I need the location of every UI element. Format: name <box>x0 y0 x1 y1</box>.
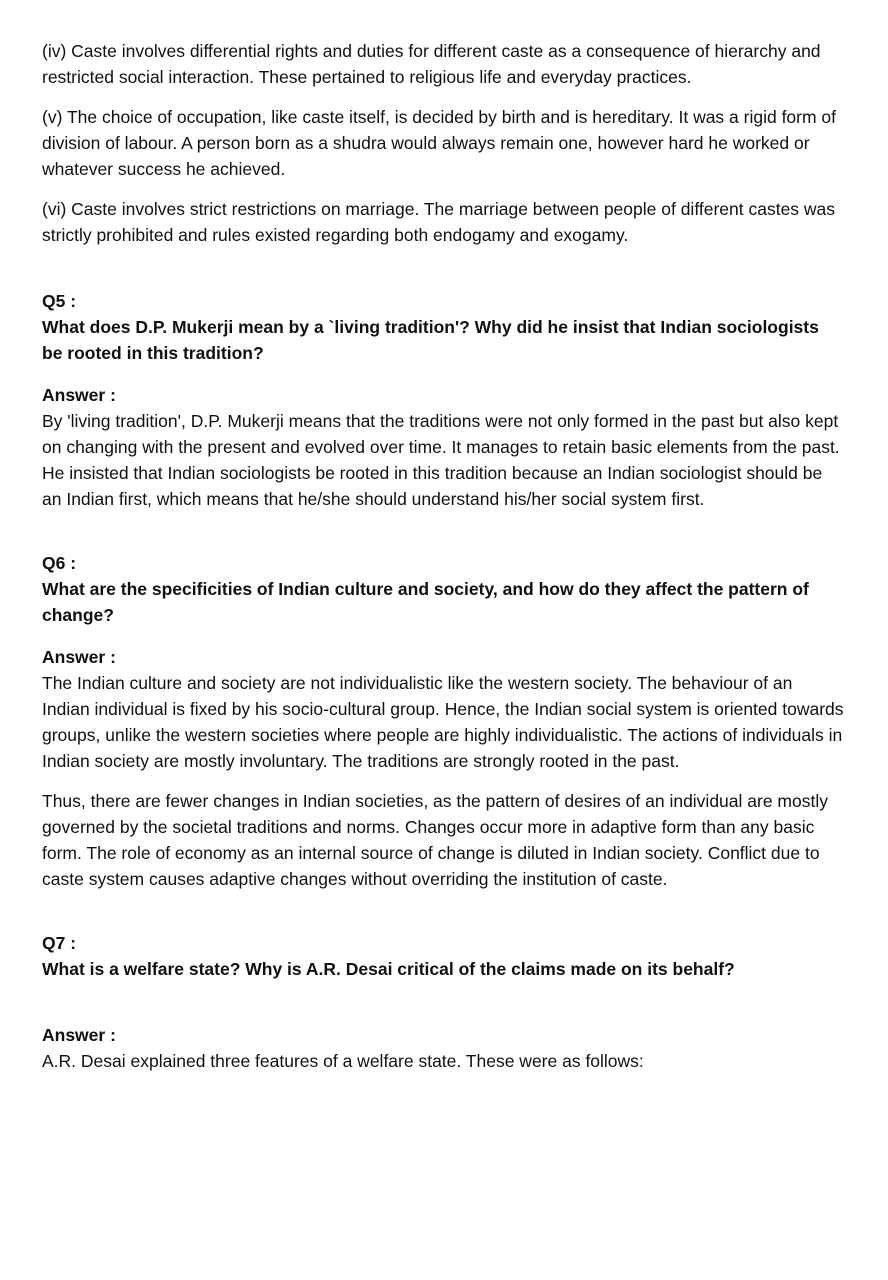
q5-question: What does D.P. Mukerji mean by a `living tradition'? Why did he insist that Indian sociologists be rooted in this tradition? <box>42 317 819 363</box>
q6-answer-paragraph-1: The Indian culture and society are not individualistic like the western society. The behaviour of an Indian individual is fixed by his socio-cultural group. Hence, the Indian social system is oriented towards groups, unlike the western societies where people are highly individualistic. The actions of individuals in Indian society are mostly involuntary. The traditions are strongly rooted in the past. <box>42 673 844 771</box>
q7-answer-label: Answer : <box>42 1025 116 1045</box>
question-7 <box>42 930 844 1074</box>
q6-answer-label: Answer : <box>42 647 116 667</box>
paragraph-v: (v) The choice of occupation, like caste itself, is decided by birth and is hereditary. It was a rigid form of division of labour. A person born as a shudra would always remain one, however hard he worked or whatever success he achieved. <box>42 107 837 179</box>
paragraph-iv: (iv) Caste involves differential rights and duties for different caste as a consequence of hierarchy and restricted social interaction. These pertained to religious life and everyday practices. <box>42 41 821 87</box>
q7-question: What is a welfare state? Why is A.R. Desai critical of the claims made on its behalf? <box>42 959 735 979</box>
question-5 <box>42 288 844 512</box>
q6-question: What are the specificities of Indian culture and society, and how do they affect the pattern of change? <box>42 579 809 625</box>
q6-answer-paragraph-2: Thus, there are fewer changes in Indian societies, as the pattern of desires of an individual are mostly governed by the societal traditions and norms. Changes occur more in adaptive form than any basic form. The role of economy as an internal source of change is diluted in Indian society. Conflict due to caste system causes adaptive changes without overriding the institution of caste. <box>42 791 828 889</box>
q7-label: Q7 : <box>42 933 77 953</box>
paragraph-vi: (vi) Caste involves strict restrictions on marriage. The marriage between people of different castes was strictly prohibited and rules existed regarding both endogamy and exogamy. <box>42 199 836 245</box>
q5-answer-label: Answer : <box>42 385 116 405</box>
q5-answer: By 'living tradition', D.P. Mukerji means that the traditions were not only formed in the past but also kept on changing with the present and evolved over time. It manages to retain basic elements from the past. He insisted that Indian sociologists be rooted in this tradition because an Indian sociologist should be an Indian first, which means that he/she should understand his/her social system first. <box>42 411 840 509</box>
q7-answer: A.R. Desai explained three features of a welfare state. These were as follows: <box>42 1051 644 1071</box>
question-6 <box>42 550 844 892</box>
q6-label: Q6 : <box>42 553 77 573</box>
q5-label: Q5 : <box>42 291 77 311</box>
